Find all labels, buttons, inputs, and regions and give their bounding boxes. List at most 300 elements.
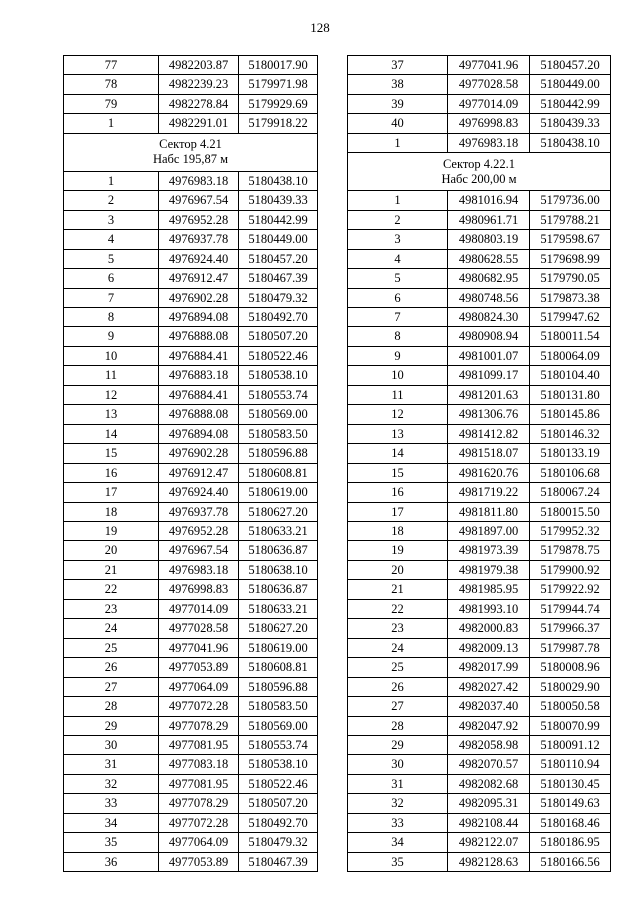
y-coordinate-cell: 5180011.54 xyxy=(530,327,611,346)
point-number-cell: 19 xyxy=(348,541,448,560)
x-coordinate-cell: 4982278.84 xyxy=(159,94,239,113)
point-number-cell: 24 xyxy=(348,638,448,657)
point-number-cell: 30 xyxy=(64,735,159,754)
x-coordinate-cell: 4982009.13 xyxy=(448,638,530,657)
point-number-cell: 20 xyxy=(348,560,448,579)
y-coordinate-cell: 5180067.24 xyxy=(530,483,611,502)
x-coordinate-cell: 4980682.95 xyxy=(448,269,530,288)
x-coordinate-cell: 4977028.58 xyxy=(448,75,530,94)
x-coordinate-cell: 4982000.83 xyxy=(448,619,530,638)
y-coordinate-cell: 5180608.81 xyxy=(239,658,318,677)
table-row xyxy=(348,774,611,793)
x-coordinate-cell: 4976902.28 xyxy=(159,444,239,463)
y-coordinate-cell: 5180439.33 xyxy=(239,191,318,210)
table-row xyxy=(64,307,318,326)
point-number-cell: 3 xyxy=(348,230,448,249)
point-number-cell: 38 xyxy=(348,75,448,94)
table-row xyxy=(348,463,611,482)
point-number-cell: 34 xyxy=(64,813,159,832)
sector-title: Сектор 4.21 xyxy=(159,137,222,152)
table-row xyxy=(348,677,611,696)
point-number-cell: 8 xyxy=(348,327,448,346)
point-number-cell: 10 xyxy=(348,366,448,385)
y-coordinate-cell: 5179944.74 xyxy=(530,599,611,618)
y-coordinate-cell: 5180638.10 xyxy=(239,560,318,579)
sector-header xyxy=(348,153,611,191)
point-number-cell: 21 xyxy=(348,580,448,599)
point-number-cell: 8 xyxy=(64,307,159,326)
y-coordinate-cell: 5180106.68 xyxy=(530,463,611,482)
x-coordinate-cell: 4976967.54 xyxy=(159,541,239,560)
point-number-cell: 29 xyxy=(64,716,159,735)
y-coordinate-cell: 5180070.99 xyxy=(530,716,611,735)
point-number-cell: 77 xyxy=(64,56,159,75)
y-coordinate-cell: 5180569.00 xyxy=(239,405,318,424)
table-row xyxy=(64,483,318,502)
point-number-cell: 37 xyxy=(348,56,448,75)
point-number-cell: 17 xyxy=(64,483,159,502)
x-coordinate-cell: 4976937.78 xyxy=(159,502,239,521)
y-coordinate-cell: 5180015.50 xyxy=(530,502,611,521)
table-row xyxy=(348,424,611,443)
point-number-cell: 28 xyxy=(64,697,159,716)
y-coordinate-cell: 5179922.92 xyxy=(530,580,611,599)
y-coordinate-cell: 5180627.20 xyxy=(239,619,318,638)
y-coordinate-cell: 5179947.62 xyxy=(530,307,611,326)
x-coordinate-cell: 4981001.07 xyxy=(448,346,530,365)
x-coordinate-cell: 4982095.31 xyxy=(448,794,530,813)
y-coordinate-cell: 5180492.70 xyxy=(239,813,318,832)
table-row xyxy=(64,521,318,540)
y-coordinate-cell: 5180457.20 xyxy=(530,56,611,75)
point-number-cell: 15 xyxy=(348,463,448,482)
x-coordinate-cell: 4976912.47 xyxy=(159,463,239,482)
table-row xyxy=(348,307,611,326)
y-coordinate-cell: 5180467.39 xyxy=(239,269,318,288)
y-coordinate-cell: 5180168.46 xyxy=(530,813,611,832)
table-row xyxy=(64,502,318,521)
x-coordinate-cell: 4982037.40 xyxy=(448,697,530,716)
point-number-cell: 33 xyxy=(348,813,448,832)
table-row xyxy=(64,697,318,716)
y-coordinate-cell: 5179873.38 xyxy=(530,288,611,307)
x-coordinate-cell: 4976983.18 xyxy=(159,171,239,190)
table-row xyxy=(64,638,318,657)
y-coordinate-cell: 5179987.78 xyxy=(530,638,611,657)
point-number-cell: 19 xyxy=(64,521,159,540)
point-number-cell: 23 xyxy=(348,619,448,638)
y-coordinate-cell: 5179788.21 xyxy=(530,210,611,229)
table-row xyxy=(348,599,611,618)
table-row xyxy=(64,541,318,560)
x-coordinate-cell: 4976998.83 xyxy=(159,580,239,599)
y-coordinate-cell: 5180449.00 xyxy=(239,230,318,249)
x-coordinate-cell: 4982122.07 xyxy=(448,833,530,852)
y-coordinate-cell: 5180064.09 xyxy=(530,346,611,365)
y-coordinate-cell: 5180636.87 xyxy=(239,580,318,599)
x-coordinate-cell: 4976937.78 xyxy=(159,230,239,249)
y-coordinate-cell: 5180449.00 xyxy=(530,75,611,94)
point-number-cell: 11 xyxy=(64,366,159,385)
x-coordinate-cell: 4982058.98 xyxy=(448,735,530,754)
y-coordinate-cell: 5180522.46 xyxy=(239,774,318,793)
table-row xyxy=(64,619,318,638)
x-coordinate-cell: 4981979.38 xyxy=(448,560,530,579)
x-coordinate-cell: 4976894.08 xyxy=(159,424,239,443)
table-row xyxy=(348,366,611,385)
point-number-cell: 18 xyxy=(348,521,448,540)
point-number-cell: 35 xyxy=(64,833,159,852)
y-coordinate-cell: 5180145.86 xyxy=(530,405,611,424)
sector-height: Набс 195,87 м xyxy=(152,152,229,167)
table-row xyxy=(348,249,611,268)
point-number-cell: 4 xyxy=(64,230,159,249)
x-coordinate-cell: 4977081.95 xyxy=(159,774,239,793)
point-number-cell: 21 xyxy=(64,560,159,579)
x-coordinate-cell: 4976884.41 xyxy=(159,385,239,404)
table-row xyxy=(348,269,611,288)
x-coordinate-cell: 4982128.63 xyxy=(448,852,530,871)
x-coordinate-cell: 4980628.55 xyxy=(448,249,530,268)
y-coordinate-cell: 5180133.19 xyxy=(530,444,611,463)
x-coordinate-cell: 4977072.28 xyxy=(159,697,239,716)
y-coordinate-cell: 5179971.98 xyxy=(239,75,318,94)
point-number-cell: 6 xyxy=(348,288,448,307)
point-number-cell: 2 xyxy=(348,210,448,229)
point-number-cell: 3 xyxy=(64,210,159,229)
y-coordinate-cell: 5180553.74 xyxy=(239,385,318,404)
point-number-cell: 20 xyxy=(64,541,159,560)
point-number-cell: 26 xyxy=(348,677,448,696)
x-coordinate-cell: 4981973.39 xyxy=(448,541,530,560)
x-coordinate-cell: 4981412.82 xyxy=(448,424,530,443)
table-row xyxy=(348,697,611,716)
table-row xyxy=(64,114,318,133)
y-coordinate-cell: 5179929.69 xyxy=(239,94,318,113)
y-coordinate-cell: 5180596.88 xyxy=(239,677,318,696)
x-coordinate-cell: 4976924.40 xyxy=(159,249,239,268)
table-row xyxy=(348,94,611,113)
y-coordinate-cell: 5180130.45 xyxy=(530,774,611,793)
table-row xyxy=(64,191,318,210)
y-coordinate-cell: 5180538.10 xyxy=(239,366,318,385)
table-row xyxy=(348,210,611,229)
y-coordinate-cell: 5180467.39 xyxy=(239,852,318,871)
x-coordinate-cell: 4976998.83 xyxy=(448,114,530,133)
table-row xyxy=(64,94,318,113)
table-row xyxy=(64,852,318,871)
table-row xyxy=(64,269,318,288)
x-coordinate-cell: 4977041.96 xyxy=(448,56,530,75)
table-row xyxy=(348,288,611,307)
x-coordinate-cell: 4976967.54 xyxy=(159,191,239,210)
table-row xyxy=(348,191,611,210)
y-coordinate-cell: 5180131.80 xyxy=(530,385,611,404)
x-coordinate-cell: 4982070.57 xyxy=(448,755,530,774)
x-coordinate-cell: 4977078.29 xyxy=(159,794,239,813)
point-number-cell: 13 xyxy=(64,405,159,424)
x-coordinate-cell: 4977014.09 xyxy=(159,599,239,618)
point-number-cell: 40 xyxy=(348,114,448,133)
table-row xyxy=(348,833,611,852)
x-coordinate-cell: 4982047.92 xyxy=(448,716,530,735)
y-coordinate-cell: 5180008.96 xyxy=(530,658,611,677)
y-coordinate-cell: 5179918.22 xyxy=(239,114,318,133)
x-coordinate-cell: 4980803.19 xyxy=(448,230,530,249)
y-coordinate-cell: 5180538.10 xyxy=(239,755,318,774)
point-number-cell: 2 xyxy=(64,191,159,210)
point-number-cell: 16 xyxy=(348,483,448,502)
point-number-cell: 34 xyxy=(348,833,448,852)
table-row xyxy=(348,405,611,424)
x-coordinate-cell: 4981620.76 xyxy=(448,463,530,482)
table-row xyxy=(348,638,611,657)
table-row xyxy=(64,210,318,229)
x-coordinate-cell: 4982017.99 xyxy=(448,658,530,677)
x-coordinate-cell: 4976983.18 xyxy=(159,560,239,579)
point-number-cell: 32 xyxy=(64,774,159,793)
point-number-cell: 11 xyxy=(348,385,448,404)
y-coordinate-cell: 5180091.12 xyxy=(530,735,611,754)
x-coordinate-cell: 4976884.41 xyxy=(159,346,239,365)
point-number-cell: 7 xyxy=(64,288,159,307)
point-number-cell: 29 xyxy=(348,735,448,754)
x-coordinate-cell: 4976952.28 xyxy=(159,210,239,229)
point-number-cell: 5 xyxy=(348,269,448,288)
point-number-cell: 1 xyxy=(64,171,159,190)
point-number-cell: 25 xyxy=(64,638,159,657)
sector-header xyxy=(64,133,318,171)
y-coordinate-cell: 5180166.56 xyxy=(530,852,611,871)
x-coordinate-cell: 4977064.09 xyxy=(159,833,239,852)
y-coordinate-cell: 5179878.75 xyxy=(530,541,611,560)
point-number-cell: 35 xyxy=(348,852,448,871)
table-row xyxy=(64,171,318,190)
point-number-cell: 28 xyxy=(348,716,448,735)
table-row xyxy=(348,716,611,735)
point-number-cell: 5 xyxy=(64,249,159,268)
table-row xyxy=(64,385,318,404)
table-row xyxy=(64,366,318,385)
point-number-cell: 27 xyxy=(64,677,159,696)
x-coordinate-cell: 4977083.18 xyxy=(159,755,239,774)
point-number-cell: 14 xyxy=(64,424,159,443)
x-coordinate-cell: 4982082.68 xyxy=(448,774,530,793)
x-coordinate-cell: 4980961.71 xyxy=(448,210,530,229)
point-number-cell: 14 xyxy=(348,444,448,463)
coordinates-table-left xyxy=(63,55,318,872)
table-row xyxy=(64,463,318,482)
point-number-cell: 10 xyxy=(64,346,159,365)
table-row xyxy=(64,405,318,424)
table-row xyxy=(348,327,611,346)
point-number-cell: 22 xyxy=(348,599,448,618)
x-coordinate-cell: 4982291.01 xyxy=(159,114,239,133)
y-coordinate-cell: 5180479.32 xyxy=(239,833,318,852)
table-row xyxy=(348,813,611,832)
table-row xyxy=(348,560,611,579)
x-coordinate-cell: 4982239.23 xyxy=(159,75,239,94)
table-row xyxy=(64,735,318,754)
sector-height: Набс 200,00 м xyxy=(441,171,517,186)
y-coordinate-cell: 5180596.88 xyxy=(239,444,318,463)
x-coordinate-cell: 4981099.17 xyxy=(448,366,530,385)
point-number-cell: 17 xyxy=(348,502,448,521)
y-coordinate-cell: 5179900.92 xyxy=(530,560,611,579)
x-coordinate-cell: 4976912.47 xyxy=(159,269,239,288)
sector-title: Сектор 4.22.1 xyxy=(442,156,516,171)
y-coordinate-cell: 5180583.50 xyxy=(239,697,318,716)
y-coordinate-cell: 5180457.20 xyxy=(239,249,318,268)
x-coordinate-cell: 4981985.95 xyxy=(448,580,530,599)
point-number-cell: 1 xyxy=(64,114,159,133)
x-coordinate-cell: 4977081.95 xyxy=(159,735,239,754)
sector-header-row xyxy=(64,133,318,171)
table-row xyxy=(348,658,611,677)
x-coordinate-cell: 4981897.00 xyxy=(448,521,530,540)
y-coordinate-cell: 5180050.58 xyxy=(530,697,611,716)
table-row xyxy=(348,230,611,249)
table-row xyxy=(64,560,318,579)
table-row xyxy=(348,133,611,152)
y-coordinate-cell: 5180492.70 xyxy=(239,307,318,326)
x-coordinate-cell: 4976883.18 xyxy=(159,366,239,385)
point-number-cell: 78 xyxy=(64,75,159,94)
y-coordinate-cell: 5180104.40 xyxy=(530,366,611,385)
coordinates-table-right xyxy=(347,55,611,872)
point-number-cell: 4 xyxy=(348,249,448,268)
point-number-cell: 33 xyxy=(64,794,159,813)
sector-header-row xyxy=(348,153,611,191)
y-coordinate-cell: 5180507.20 xyxy=(239,327,318,346)
x-coordinate-cell: 4981306.76 xyxy=(448,405,530,424)
x-coordinate-cell: 4981518.07 xyxy=(448,444,530,463)
point-number-cell: 36 xyxy=(64,852,159,871)
x-coordinate-cell: 4981201.63 xyxy=(448,385,530,404)
point-number-cell: 18 xyxy=(64,502,159,521)
table-row xyxy=(64,677,318,696)
x-coordinate-cell: 4977053.89 xyxy=(159,852,239,871)
x-coordinate-cell: 4977064.09 xyxy=(159,677,239,696)
x-coordinate-cell: 4976952.28 xyxy=(159,521,239,540)
x-coordinate-cell: 4981993.10 xyxy=(448,599,530,618)
table-row xyxy=(64,658,318,677)
y-coordinate-cell: 5180110.94 xyxy=(530,755,611,774)
table-row xyxy=(348,502,611,521)
table-row xyxy=(348,755,611,774)
point-number-cell: 26 xyxy=(64,658,159,677)
point-number-cell: 12 xyxy=(64,385,159,404)
y-coordinate-cell: 5180619.00 xyxy=(239,638,318,657)
table-row xyxy=(64,230,318,249)
page-number: 128 xyxy=(310,20,330,35)
y-coordinate-cell: 5179736.00 xyxy=(530,191,611,210)
y-coordinate-cell: 5180507.20 xyxy=(239,794,318,813)
point-number-cell: 30 xyxy=(348,755,448,774)
table-left-body xyxy=(64,56,318,872)
x-coordinate-cell: 4977014.09 xyxy=(448,94,530,113)
table-row xyxy=(64,56,318,75)
table-row xyxy=(64,716,318,735)
y-coordinate-cell: 5180442.99 xyxy=(530,94,611,113)
table-row xyxy=(64,755,318,774)
table-row xyxy=(64,599,318,618)
table-row xyxy=(64,813,318,832)
x-coordinate-cell: 4982203.87 xyxy=(159,56,239,75)
table-row xyxy=(348,619,611,638)
y-coordinate-cell: 5179966.37 xyxy=(530,619,611,638)
y-coordinate-cell: 5180619.00 xyxy=(239,483,318,502)
table-row xyxy=(348,56,611,75)
y-coordinate-cell: 5180479.32 xyxy=(239,288,318,307)
point-number-cell: 79 xyxy=(64,94,159,113)
table-row xyxy=(348,852,611,871)
x-coordinate-cell: 4976902.28 xyxy=(159,288,239,307)
point-number-cell: 1 xyxy=(348,191,448,210)
y-coordinate-cell: 5179598.67 xyxy=(530,230,611,249)
y-coordinate-cell: 5180636.87 xyxy=(239,541,318,560)
point-number-cell: 22 xyxy=(64,580,159,599)
y-coordinate-cell: 5180438.10 xyxy=(530,133,611,152)
x-coordinate-cell: 4982108.44 xyxy=(448,813,530,832)
point-number-cell: 6 xyxy=(64,269,159,288)
table-row xyxy=(64,288,318,307)
table-row xyxy=(348,444,611,463)
point-number-cell: 27 xyxy=(348,697,448,716)
table-row xyxy=(64,774,318,793)
point-number-cell: 32 xyxy=(348,794,448,813)
point-number-cell: 24 xyxy=(64,619,159,638)
table-row xyxy=(64,327,318,346)
y-coordinate-cell: 5180149.63 xyxy=(530,794,611,813)
x-coordinate-cell: 4976894.08 xyxy=(159,307,239,326)
y-coordinate-cell: 5180553.74 xyxy=(239,735,318,754)
point-number-cell: 31 xyxy=(348,774,448,793)
table-right-body xyxy=(348,56,611,872)
point-number-cell: 39 xyxy=(348,94,448,113)
y-coordinate-cell: 5180583.50 xyxy=(239,424,318,443)
x-coordinate-cell: 4977041.96 xyxy=(159,638,239,657)
y-coordinate-cell: 5180627.20 xyxy=(239,502,318,521)
table-row xyxy=(348,346,611,365)
x-coordinate-cell: 4977028.58 xyxy=(159,619,239,638)
x-coordinate-cell: 4980908.94 xyxy=(448,327,530,346)
table-row xyxy=(64,346,318,365)
table-row xyxy=(348,114,611,133)
x-coordinate-cell: 4976983.18 xyxy=(448,133,530,152)
point-number-cell: 12 xyxy=(348,405,448,424)
table-row xyxy=(64,580,318,599)
x-coordinate-cell: 4977072.28 xyxy=(159,813,239,832)
table-row xyxy=(348,385,611,404)
y-coordinate-cell: 5180439.33 xyxy=(530,114,611,133)
y-coordinate-cell: 5180633.21 xyxy=(239,599,318,618)
table-row xyxy=(64,424,318,443)
point-number-cell: 25 xyxy=(348,658,448,677)
table-row xyxy=(64,249,318,268)
x-coordinate-cell: 4976888.08 xyxy=(159,327,239,346)
x-coordinate-cell: 4981811.80 xyxy=(448,502,530,521)
x-coordinate-cell: 4976888.08 xyxy=(159,405,239,424)
y-coordinate-cell: 5180029.90 xyxy=(530,677,611,696)
table-row xyxy=(348,521,611,540)
x-coordinate-cell: 4981719.22 xyxy=(448,483,530,502)
x-coordinate-cell: 4977078.29 xyxy=(159,716,239,735)
y-coordinate-cell: 5180438.10 xyxy=(239,171,318,190)
point-number-cell: 7 xyxy=(348,307,448,326)
table-row xyxy=(64,833,318,852)
point-number-cell: 15 xyxy=(64,444,159,463)
